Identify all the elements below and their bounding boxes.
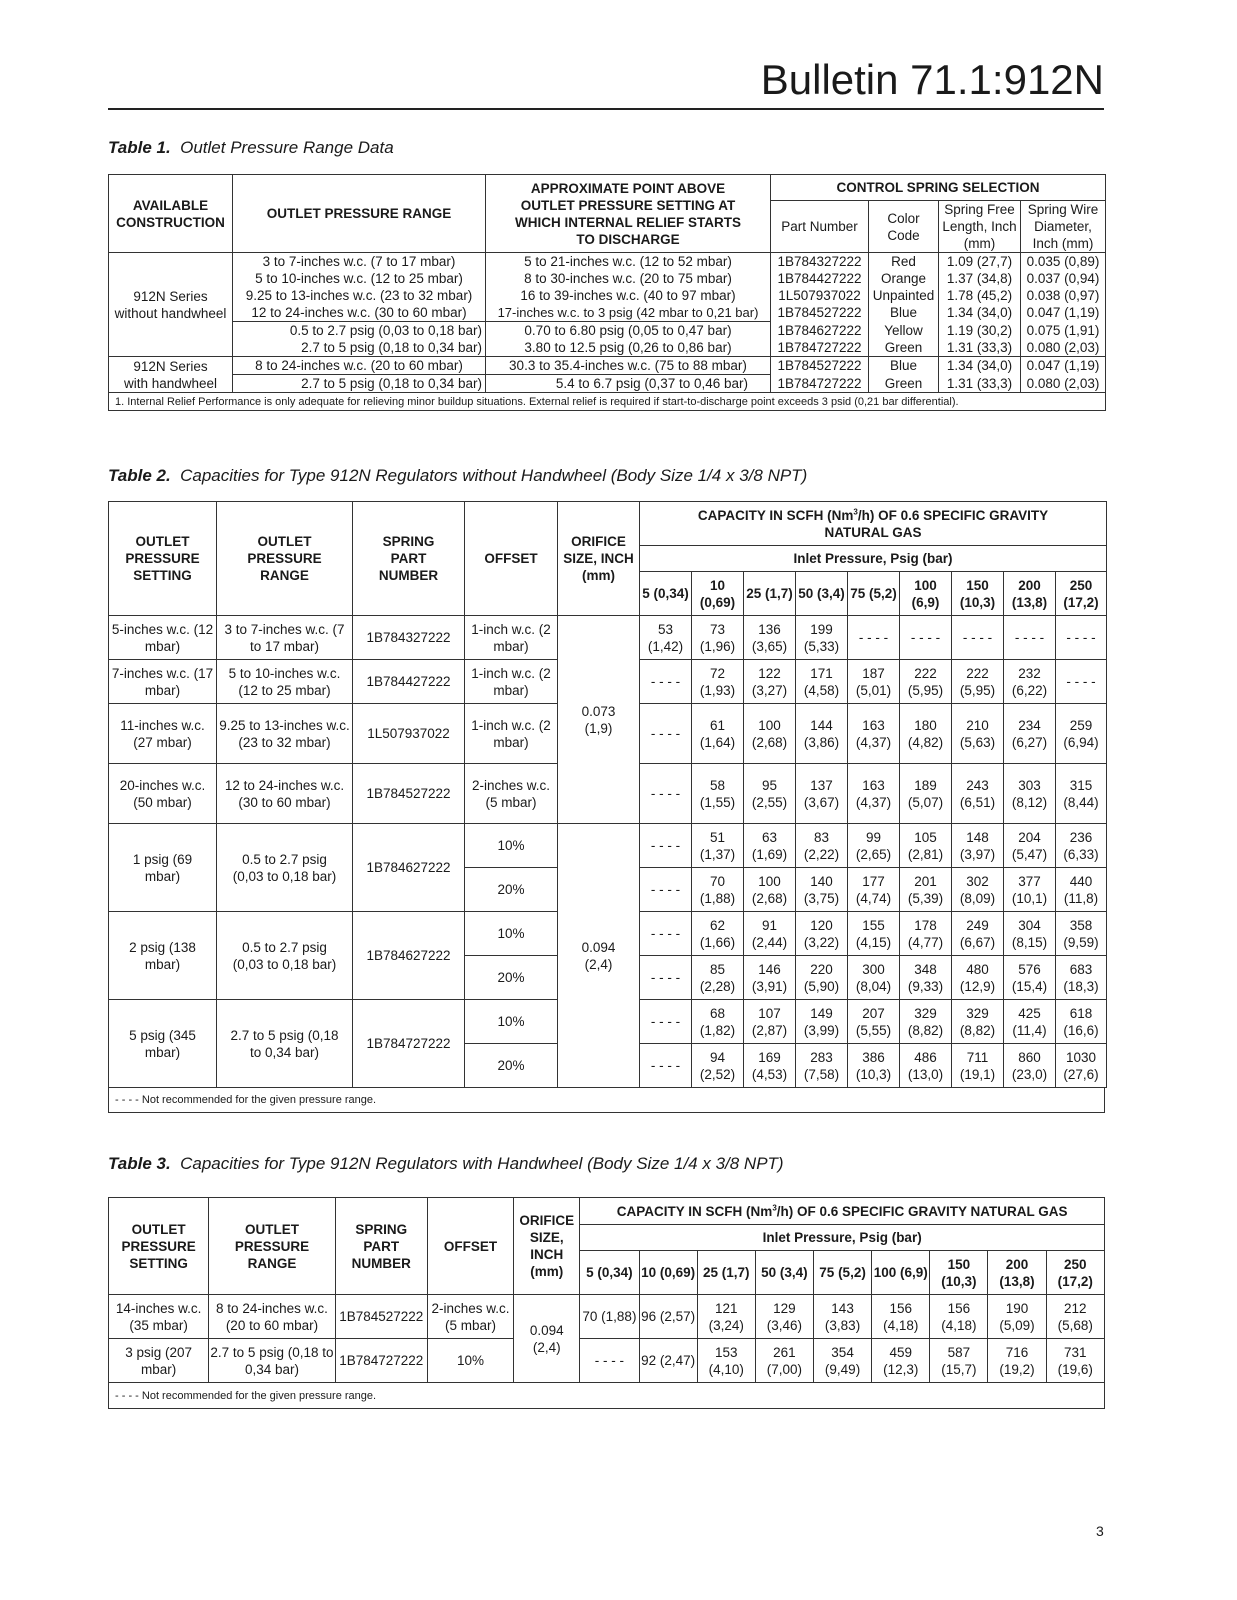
t2-capacity-cell: - - - - (640, 704, 692, 764)
t1-length: 1.19 (30,2) (939, 322, 1021, 340)
t2-capacity-cell: 304 (8,15) (1004, 912, 1056, 956)
table1-caption (108, 138, 394, 158)
t3-h-range: OUTLET PRESSURE RANGE (209, 1198, 335, 1295)
t3-h-orifice-text: ORIFICE SIZE, INCH (mm) (519, 1213, 575, 1279)
t2-h-orifice-text: ORIFICE SIZE, INCH (mm) (563, 534, 634, 583)
t2-capacity-cell: 234 (6,27) (1004, 704, 1056, 764)
t2-capacity-cell: 155 (4,15) (848, 912, 900, 956)
t2-capacity-cell: - - - - (848, 616, 900, 660)
t2-capacity-cell: 348 (9,33) (900, 956, 952, 1000)
t1-dia: 0.047 (1,19) (1021, 304, 1106, 322)
t1-part: 1B784527222 (771, 357, 869, 375)
inlet-pressure-col: 5 (0,34) (640, 572, 692, 616)
table1-label: Table 1. (108, 138, 171, 157)
t1-h-available: AVAILABLE CONSTRUCTION (109, 175, 233, 253)
t1-relief: 3.80 to 12.5 psig (0,26 to 0,86 bar) (486, 339, 771, 357)
t1-h-spring: CONTROL SPRING SELECTION (771, 175, 1106, 201)
t2-range: 0.5 to 2.7 psig (0,03 to 0,18 bar) (217, 912, 353, 1000)
table3-title: Capacities for Type 912N Regulators with Handwheel (Body Size 1/4 x 3/8 NPT) (180, 1154, 784, 1173)
t2-spring: 1L507937022 (353, 704, 465, 764)
t2-capacity-cell: 94 (2,52) (692, 1044, 744, 1088)
t2-capacity-cell: 91 (2,44) (744, 912, 796, 956)
t2-capacity-cell: 171 (4,58) (796, 660, 848, 704)
t2-capacity-cell: 1030 (27,6) (1056, 1044, 1107, 1088)
t2-capacity-cell: 425 (11,4) (1004, 1000, 1056, 1044)
t1-range: 8 to 24-inches w.c. (20 to 60 mbar) (233, 357, 486, 375)
t2-offset: 1-inch w.c. (2 mbar) (465, 660, 558, 704)
t3-capacity-cell: 92 (2,47) (639, 1339, 697, 1383)
t2-capacity-cell: 99 (2,65) (848, 824, 900, 868)
t2-range: 5 to 10-inches w.c. (12 to 25 mbar) (217, 660, 353, 704)
t2-capacity-cell: 358 (9,59) (1056, 912, 1107, 956)
t2-capacity-cell: 53 (1,42) (640, 616, 692, 660)
t2-capacity-cell: 618 (16,6) (1056, 1000, 1107, 1044)
t3-capacity-cell: 156 (4,18) (930, 1295, 988, 1339)
t2-capacity-cell: 201 (5,39) (900, 868, 952, 912)
bulletin-title: Bulletin 71.1:912N (760, 56, 1104, 103)
table-row (109, 824, 1107, 868)
t3-h-capacity-sup: 3 (772, 1203, 777, 1212)
t2-h-setting: OUTLET PRESSURE SETTING (109, 502, 217, 616)
t2-range: 12 to 24-inches w.c. (30 to 60 mbar) (217, 764, 353, 824)
t1-part: 1B784527222 (771, 304, 869, 322)
t1-range: 12 to 24-inches w.c. (30 to 60 mbar) (233, 304, 486, 322)
t2-spring: 1B784727222 (353, 1000, 465, 1088)
inlet-pressure-col: 50 (3,4) (796, 572, 848, 616)
t2-setting: 1 psig (69 mbar) (109, 824, 217, 912)
t2-offset: 20% (465, 1044, 558, 1088)
t2-h-capacity-b: /h) OF 0.6 SPECIFIC GRAVITY NATURAL GAS (824, 507, 1049, 540)
t2-capacity-cell: 180 (4,82) (900, 704, 952, 764)
t1-color: Blue (869, 304, 939, 322)
t1-relief: 30.3 to 35.4-inches w.c. (75 to 88 mbar) (486, 357, 771, 375)
t2-footnote: - - - - Not recommended for the given pressure range. (115, 1094, 377, 1106)
t2-capacity-cell: 137 (3,67) (796, 764, 848, 824)
t2-capacity-cell: - - - - (1056, 660, 1107, 704)
t1-footnote: 1. Internal Relief Performance is only adequate for relieving minor buildup situations. External relief is required if start-to-discharge point exceeds 3 psid (0,21 bar differential). (109, 393, 1106, 411)
t2-spring: 1B784627222 (353, 824, 465, 912)
t2-capacity-cell: 204 (5,47) (1004, 824, 1056, 868)
t2-setting: 20-inches w.c. (50 mbar) (109, 764, 217, 824)
t2-capacity-cell: 146 (3,91) (744, 956, 796, 1000)
table-row (109, 616, 1107, 660)
t2-capacity-cell: 283 (7,58) (796, 1044, 848, 1088)
t2-h-capacity-sup: 3 (853, 507, 858, 516)
inlet-pressure-col: 25 (1,7) (744, 572, 796, 616)
t3-capacity-cell: 190 (5,09) (988, 1295, 1046, 1339)
t2-range: 9.25 to 13-inches w.c. (23 to 32 mbar) (217, 704, 353, 764)
t1-length: 1.31 (33,3) (939, 375, 1021, 393)
t3-footnote-box (108, 1383, 1105, 1409)
t1-dia: 0.047 (1,19) (1021, 357, 1106, 375)
t2-capacity-cell: 136 (3,65) (744, 616, 796, 660)
t3-capacity-cell: 459 (12,3) (872, 1339, 930, 1383)
t1-color: Green (869, 375, 939, 393)
t2-capacity-cell: - - - - (640, 868, 692, 912)
t3-capacity-cell: 70 (1,88) (580, 1295, 639, 1339)
t2-capacity-cell: 302 (8,09) (952, 868, 1004, 912)
t2-capacity-cell: 199 (5,33) (796, 616, 848, 660)
t2-capacity-cell: - - - - (952, 616, 1004, 660)
t2-capacity-cell: 486 (13,0) (900, 1044, 952, 1088)
inlet-pressure-col: 75 (5,2) (848, 572, 900, 616)
t1-length: 1.34 (34,0) (939, 357, 1021, 375)
t1-part: 1B784327222 (771, 253, 869, 271)
t1-length: 1.31 (33,3) (939, 339, 1021, 357)
t2-capacity-cell: 236 (6,33) (1056, 824, 1107, 868)
t2-capacity-cell: 187 (5,01) (848, 660, 900, 704)
t1-color: Red (869, 253, 939, 271)
t1-dia: 0.080 (2,03) (1021, 339, 1106, 357)
t2-offset: 10% (465, 824, 558, 868)
t1-length: 1.37 (34,8) (939, 270, 1021, 287)
t1-h-length: Spring Free Length, Inch (mm) (939, 201, 1021, 253)
t2-h-inlet: Inlet Pressure, Psig (bar) (640, 546, 1107, 572)
t2-capacity-cell: 51 (1,37) (692, 824, 744, 868)
t2-capacity-cell: 58 (1,55) (692, 764, 744, 824)
t2-capacity-cell: 243 (6,51) (952, 764, 1004, 824)
t2-capacity-cell: 259 (6,94) (1056, 704, 1107, 764)
t3-h-inlet: Inlet Pressure, Psig (bar) (580, 1225, 1105, 1251)
t1-range: 2.7 to 5 psig (0,18 to 0,34 bar) (233, 339, 486, 357)
t3-range: 2.7 to 5 psig (0,18 to 0,34 bar) (209, 1339, 335, 1383)
inlet-pressure-col: 200 (13,8) (1004, 572, 1056, 616)
t1-range: 2.7 to 5 psig (0,18 to 0,34 bar) (233, 375, 486, 393)
t1-dia: 0.037 (0,94) (1021, 270, 1106, 287)
t2-capacity-cell: 73 (1,96) (692, 616, 744, 660)
t2-h-spring: SPRING PART NUMBER (353, 502, 465, 616)
t3-capacity-cell: 731 (19,6) (1046, 1339, 1104, 1383)
t1-range: 5 to 10-inches w.c. (12 to 25 mbar) (233, 270, 486, 287)
t2-setting: 7-inches w.c. (17 mbar) (109, 660, 217, 704)
page-header (108, 50, 1104, 110)
t2-range: 2.7 to 5 psig (0,18 to 0,34 bar) (217, 1000, 353, 1088)
t1-dia: 0.035 (0,89) (1021, 253, 1106, 271)
t1-range: 3 to 7-inches w.c. (7 to 17 mbar) (233, 253, 486, 271)
t2-h-capacity (640, 502, 1107, 546)
t1-relief: 17-inches w.c. to 3 psig (42 mbar to 0,21 bar) (486, 304, 771, 322)
t2-capacity-cell: 107 (2,87) (744, 1000, 796, 1044)
t3-capacity-cell: 129 (3,46) (755, 1295, 813, 1339)
t2-capacity-cell: 61 (1,64) (692, 704, 744, 764)
t2-capacity-cell: 149 (3,99) (796, 1000, 848, 1044)
t1-color: Unpainted (869, 287, 939, 304)
t2-capacity-cell: 303 (8,12) (1004, 764, 1056, 824)
t3-h-setting: OUTLET PRESSURE SETTING (109, 1198, 209, 1295)
t3-offset: 2-inches w.c. (5 mbar) (427, 1295, 513, 1339)
inlet-pressure-col: 50 (3,4) (755, 1251, 813, 1295)
table2-caption (108, 466, 807, 486)
t2-range: 0.5 to 2.7 psig (0,03 to 0,18 bar) (217, 824, 353, 912)
t2-capacity-cell: 232 (6,22) (1004, 660, 1056, 704)
t2-offset: 10% (465, 1000, 558, 1044)
t2-capacity-cell: 169 (4,53) (744, 1044, 796, 1088)
t2-spring: 1B784327222 (353, 616, 465, 660)
t2-spring: 1B784427222 (353, 660, 465, 704)
t1-relief: 5 to 21-inches w.c. (12 to 52 mbar) (486, 253, 771, 271)
t1-relief: 8 to 30-inches w.c. (20 to 75 mbar) (486, 270, 771, 287)
inlet-pressure-col: 75 (5,2) (813, 1251, 871, 1295)
t3-capacity-cell: 261 (7,00) (755, 1339, 813, 1383)
table2-label: Table 2. (108, 466, 171, 485)
t2-capacity-cell: 148 (3,97) (952, 824, 1004, 868)
t1-dia: 0.075 (1,91) (1021, 322, 1106, 340)
t2-capacity-cell: 189 (5,07) (900, 764, 952, 824)
inlet-pressure-col: 150 (10,3) (952, 572, 1004, 616)
t1-color: Green (869, 339, 939, 357)
t2-capacity-cell: 377 (10,1) (1004, 868, 1056, 912)
t3-spring: 1B784527222 (335, 1295, 427, 1339)
table3-caption (108, 1154, 784, 1174)
inlet-pressure-col: 5 (0,34) (580, 1251, 639, 1295)
t2-setting: 11-inches w.c. (27 mbar) (109, 704, 217, 764)
t2-capacity-cell: 386 (10,3) (848, 1044, 900, 1088)
inlet-pressure-col: 200 (13,8) (988, 1251, 1046, 1295)
t2-capacity-cell: 70 (1,88) (692, 868, 744, 912)
inlet-pressure-col: 25 (1,7) (697, 1251, 755, 1295)
t2-capacity-cell: 178 (4,77) (900, 912, 952, 956)
t2-capacity-cell: 163 (4,37) (848, 704, 900, 764)
t2-capacity-cell: - - - - (640, 956, 692, 1000)
t2-h-offset: OFFSET (465, 502, 558, 616)
t1-h-relief: APPROXIMATE POINT ABOVE OUTLET PRESSURE SETTING AT WHICH INTERNAL RELIEF STARTS TO DISCHARGE (486, 175, 771, 253)
t2-capacity-cell: 220 (5,90) (796, 956, 848, 1000)
t2-capacity-cell: 576 (15,4) (1004, 956, 1056, 1000)
t2-capacity-cell: 95 (2,55) (744, 764, 796, 824)
t2-offset: 1-inch w.c. (2 mbar) (465, 704, 558, 764)
t2-capacity-cell: 105 (2,81) (900, 824, 952, 868)
t3-capacity-cell: 143 (3,83) (813, 1295, 871, 1339)
t2-capacity-cell: 140 (3,75) (796, 868, 848, 912)
t2-capacity-cell: 122 (3,27) (744, 660, 796, 704)
t3-h-capacity (580, 1198, 1105, 1225)
t2-spring: 1B784627222 (353, 912, 465, 1000)
t3-h-capacity-a: CAPACITY IN SCFH (Nm (616, 1203, 773, 1219)
t2-capacity-cell: - - - - (640, 912, 692, 956)
t3-capacity-cell: 153 (4,10) (697, 1339, 755, 1383)
t2-footnote-box (108, 1088, 1105, 1113)
t2-capacity-cell: 711 (19,1) (952, 1044, 1004, 1088)
t3-setting: 14-inches w.c. (35 mbar) (109, 1295, 209, 1339)
t3-capacity-cell: 96 (2,57) (639, 1295, 697, 1339)
t2-capacity-cell: 63 (1,69) (744, 824, 796, 868)
table3 (108, 1197, 1105, 1383)
t2-capacity-cell: 315 (8,44) (1056, 764, 1107, 824)
inlet-pressure-col: 10 (0,69) (639, 1251, 697, 1295)
page-number: 3 (1096, 1523, 1104, 1539)
t2-capacity-cell: 860 (23,0) (1004, 1044, 1056, 1088)
t2-capacity-cell: 222 (5,95) (900, 660, 952, 704)
t2-capacity-cell: 207 (5,55) (848, 1000, 900, 1044)
t2-capacity-cell: 120 (3,22) (796, 912, 848, 956)
t2-orifice: 0.073 (1,9) (558, 616, 640, 824)
t1-length: 1.34 (34,0) (939, 304, 1021, 322)
t2-offset: 10% (465, 912, 558, 956)
t1-relief: 16 to 39-inches w.c. (40 to 97 mbar) (486, 287, 771, 304)
t2-h-orifice (558, 502, 640, 616)
t1-dia: 0.080 (2,03) (1021, 375, 1106, 393)
table-row (109, 1339, 1105, 1383)
t2-offset: 20% (465, 868, 558, 912)
table3-label: Table 3. (108, 1154, 171, 1173)
t2-spring: 1B784527222 (353, 764, 465, 824)
t1-color: Blue (869, 357, 939, 375)
t2-capacity-cell: - - - - (640, 824, 692, 868)
t2-capacity-cell: 480 (12,9) (952, 956, 1004, 1000)
t2-capacity-cell: 329 (8,82) (952, 1000, 1004, 1044)
table1-title: Outlet Pressure Range Data (180, 138, 394, 157)
t1-length: 1.09 (27,7) (939, 253, 1021, 271)
t2-setting: 5-inches w.c. (12 mbar) (109, 616, 217, 660)
t1-h-diameter: Spring Wire Diameter, Inch (mm) (1021, 201, 1106, 253)
t2-capacity-cell: 222 (5,95) (952, 660, 1004, 704)
t3-h-capacity-b: /h) OF 0.6 SPECIFIC GRAVITY NATURAL GAS (776, 1203, 1068, 1219)
t2-capacity-cell: - - - - (640, 1044, 692, 1088)
t2-orifice: 0.094 (2,4) (558, 824, 640, 1088)
t1-part: 1B784727222 (771, 375, 869, 393)
table1 (108, 174, 1106, 411)
t2-capacity-cell: - - - - (1004, 616, 1056, 660)
t1-group-without: 912N Series without handwheel (109, 253, 233, 357)
t3-capacity-cell: 121 (3,24) (697, 1295, 755, 1339)
t1-part: 1B784627222 (771, 322, 869, 340)
table2-title: Capacities for Type 912N Regulators without Handwheel (Body Size 1/4 x 3/8 NPT) (180, 466, 808, 485)
t1-dia: 0.038 (0,97) (1021, 287, 1106, 304)
table-row (109, 1295, 1105, 1339)
t1-group-with: 912N Series with handwheel (109, 357, 233, 393)
t2-capacity-cell: 100 (2,68) (744, 868, 796, 912)
t1-h-part: Part Number (771, 201, 869, 253)
t1-range: 9.25 to 13-inches w.c. (23 to 32 mbar) (233, 287, 486, 304)
t2-capacity-cell: - - - - (640, 660, 692, 704)
inlet-pressure-col: 150 (10,3) (930, 1251, 988, 1295)
t2-capacity-cell: - - - - (1056, 616, 1107, 660)
t3-offset: 10% (427, 1339, 513, 1383)
t1-part: 1B784427222 (771, 270, 869, 287)
t2-range: 3 to 7-inches w.c. (7 to 17 mbar) (217, 616, 353, 660)
t2-offset: 1-inch w.c. (2 mbar) (465, 616, 558, 660)
t2-capacity-cell: 100 (2,68) (744, 704, 796, 764)
t3-h-orifice (514, 1198, 580, 1295)
inlet-pressure-col: 100 (6,9) (900, 572, 952, 616)
t3-h-spring: SPRING PART NUMBER (335, 1198, 427, 1295)
t2-capacity-cell: - - - - (900, 616, 952, 660)
t3-setting: 3 psig (207 mbar) (109, 1339, 209, 1383)
t3-capacity-cell: - - - - (580, 1339, 639, 1383)
t2-capacity-cell: - - - - (640, 764, 692, 824)
t2-capacity-cell: 72 (1,93) (692, 660, 744, 704)
t3-capacity-cell: 354 (9,49) (813, 1339, 871, 1383)
t2-setting: 2 psig (138 mbar) (109, 912, 217, 1000)
t1-part: 1L507937022 (771, 287, 869, 304)
t1-relief: 0.70 to 6.80 psig (0,05 to 0,47 bar) (486, 322, 771, 340)
t2-capacity-cell: 68 (1,82) (692, 1000, 744, 1044)
t1-color: Orange (869, 270, 939, 287)
inlet-pressure-col: 100 (6,9) (872, 1251, 930, 1295)
t3-capacity-cell: 716 (19,2) (988, 1339, 1046, 1383)
t3-capacity-cell: 156 (4,18) (872, 1295, 930, 1339)
t2-capacity-cell: 83 (2,22) (796, 824, 848, 868)
t2-capacity-cell: 85 (2,28) (692, 956, 744, 1000)
table2 (108, 501, 1107, 1088)
t2-offset: 2-inches w.c. (5 mbar) (465, 764, 558, 824)
t1-range: 0.5 to 2.7 psig (0,03 to 0,18 bar) (233, 322, 486, 340)
t2-capacity-cell: 249 (6,67) (952, 912, 1004, 956)
inlet-pressure-col: 250 (17,2) (1056, 572, 1107, 616)
t3-orifice: 0.094 (2,4) (514, 1295, 580, 1383)
t1-length: 1.78 (45,2) (939, 287, 1021, 304)
t3-capacity-cell: 587 (15,7) (930, 1339, 988, 1383)
t2-h-range: OUTLET PRESSURE RANGE (217, 502, 353, 616)
inlet-pressure-col: 10 (0,69) (692, 572, 744, 616)
t2-capacity-cell: 62 (1,66) (692, 912, 744, 956)
t2-capacity-cell: 210 (5,63) (952, 704, 1004, 764)
t1-h-color: Color Code (869, 201, 939, 253)
t2-capacity-cell: 683 (18,3) (1056, 956, 1107, 1000)
t2-setting: 5 psig (345 mbar) (109, 1000, 217, 1088)
t1-color: Yellow (869, 322, 939, 340)
t1-relief: 5.4 to 6.7 psig (0,37 to 0,46 bar) (486, 375, 771, 393)
t1-part: 1B784727222 (771, 339, 869, 357)
t2-capacity-cell: 163 (4,37) (848, 764, 900, 824)
t3-footnote: - - - - Not recommended for the given pressure range. (115, 1390, 377, 1402)
t2-capacity-cell: 177 (4,74) (848, 868, 900, 912)
t2-capacity-cell: 440 (11,8) (1056, 868, 1107, 912)
t3-range: 8 to 24-inches w.c. (20 to 60 mbar) (209, 1295, 335, 1339)
t2-offset: 20% (465, 956, 558, 1000)
inlet-pressure-col: 250 (17,2) (1046, 1251, 1104, 1295)
t2-h-capacity-a: CAPACITY IN SCFH (Nm (697, 507, 854, 523)
t2-capacity-cell: 144 (3,86) (796, 704, 848, 764)
t3-spring: 1B784727222 (335, 1339, 427, 1383)
t1-h-range: OUTLET PRESSURE RANGE (233, 175, 486, 253)
t2-capacity-cell: 329 (8,82) (900, 1000, 952, 1044)
t3-capacity-cell: 212 (5,68) (1046, 1295, 1104, 1339)
t2-capacity-cell: 300 (8,04) (848, 956, 900, 1000)
t2-capacity-cell: - - - - (640, 1000, 692, 1044)
t3-h-offset: OFFSET (427, 1198, 513, 1295)
